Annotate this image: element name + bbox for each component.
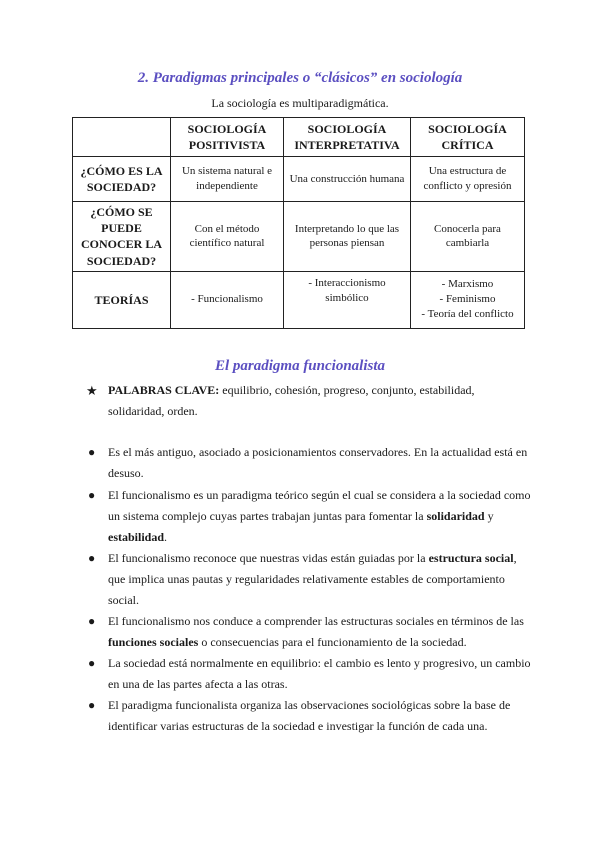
table-row [73, 202, 525, 272]
list-item-text: , que implica unas pautas y regularidades relativamente estables de comportamiento social. [108, 551, 517, 607]
list-item-text: o consecuencias para el funcionamiento de la sociedad. [198, 635, 467, 649]
table-cell: - Funcionalismo [171, 271, 284, 328]
bullet-dot-icon: ● [88, 614, 96, 628]
list-item-text: El funcionalismo nos conduce a comprender las estructuras sociales en términos de las [108, 614, 524, 628]
list-item-text: y [484, 509, 494, 523]
table-cell: - Marxismo - Feminismo - Teoría del conflicto [411, 271, 525, 328]
table-row [73, 157, 525, 202]
bold-term: estabilidad [108, 530, 165, 544]
table-cell: Un sistema natural e independiente [171, 157, 284, 202]
paradigms-table [72, 117, 525, 329]
table-row-header: ¿CÓMO ES LA SOCIEDAD? [73, 157, 171, 202]
keywords-text: equilibrio, cohesión, progreso, conjunto, estabilidad, solidaridad, orden. [108, 383, 475, 418]
keywords-item [86, 380, 533, 422]
star-icon: ★ [86, 383, 98, 398]
table-header-cell: SOCIOLOGÍA POSITIVISTA [171, 118, 284, 157]
list-item [88, 695, 533, 737]
table-cell: Una construcción humana [284, 157, 411, 202]
list-item-text: Es el más antiguo, asociado a posicionamientos conservadores. En la actualidad está en desuso. [108, 445, 528, 480]
list-item-text: El funcionalismo reconoce que nuestras vidas están guiadas por la [108, 551, 429, 565]
page-title: 2. Paradigmas principales o “clásicos” en sociología [137, 70, 463, 86]
list-item-text: . [164, 530, 168, 544]
list-item [88, 611, 533, 653]
table-cell: Interpretando lo que las personas piensan [284, 202, 411, 272]
bullet-dot-icon: ● [88, 488, 96, 502]
table-cell: Una estructura de conflicto y opresión [411, 157, 525, 202]
table-header-cell [73, 118, 171, 157]
list-item-text: La sociedad está normalmente en equilibrio: el cambio es lento y progresivo, un cambio en una de las partes afecta a las otras. [108, 656, 531, 691]
table-header-cell: SOCIOLOGÍA INTERPRETATIVA [284, 118, 411, 157]
bullet-dot-icon: ● [88, 445, 96, 459]
table-header-cell: SOCIOLOGÍA CRÍTICA [411, 118, 525, 157]
table-cell: Conocerla para cambiarla [411, 202, 525, 272]
bold-term: estructura social [428, 551, 514, 565]
table-row [73, 271, 525, 328]
table-cell: Con el método científico natural [171, 202, 284, 272]
bold-term: solidaridad [426, 509, 485, 523]
keywords-label: PALABRAS CLAVE: [108, 383, 220, 397]
bold-term: funciones sociales [108, 635, 199, 649]
bullet-dot-icon: ● [88, 551, 96, 565]
bullet-dot-icon: ● [88, 698, 96, 712]
table-cell: - Interaccionismo simbólico [284, 271, 411, 328]
list-item [88, 442, 533, 484]
list-item-text: El paradigma funcionalista organiza las observaciones sociológicas sobre la base de identificar varias estructuras de la sociedad e investigar la función de cada una. [108, 698, 511, 733]
list-item [88, 485, 533, 548]
bullet-dot-icon: ● [88, 656, 96, 670]
section-title: El paradigma funcionalista [214, 358, 386, 374]
list-item-text: El funcionalismo es un paradigma teórico según el cual se considera a la sociedad como un sistema complejo cuyas partes trabajan juntas para fomentar la [108, 488, 531, 523]
table-header-row [73, 118, 525, 157]
subtitle: La sociología es multiparadigmática. [211, 96, 389, 110]
table-row-header: TEORÍAS [73, 271, 171, 328]
table-row-header: ¿CÓMO SE PUEDE CONOCER LA SOCIEDAD? [73, 202, 171, 272]
list-item [88, 653, 533, 695]
list-item [88, 548, 533, 611]
